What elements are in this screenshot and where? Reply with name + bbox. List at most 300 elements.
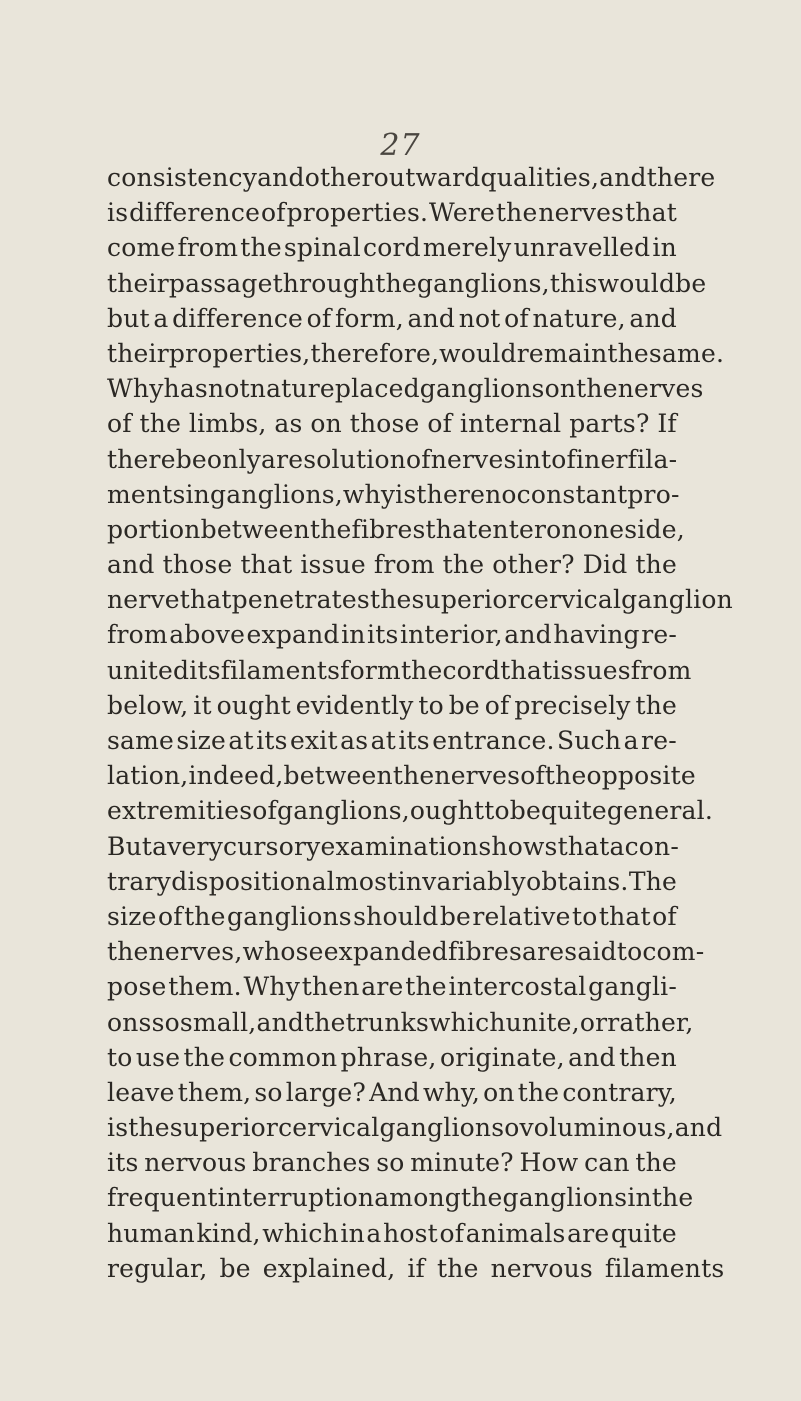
word: them. — [168, 972, 242, 1002]
word: and — [629, 303, 677, 333]
word: of — [306, 303, 332, 333]
word: and — [107, 550, 155, 580]
word: evidently — [295, 690, 414, 720]
word: or — [579, 1007, 608, 1037]
word: a — [366, 1218, 382, 1248]
word: large? — [285, 1077, 367, 1107]
word: properties. — [286, 198, 429, 228]
word: expand — [246, 620, 340, 650]
word: nerve — [107, 585, 180, 615]
word: having — [553, 620, 640, 650]
text-line — [107, 406, 677, 441]
word: ments — [107, 479, 186, 509]
word: a — [153, 303, 169, 333]
word: and — [504, 620, 552, 650]
word: internal — [459, 409, 562, 439]
word: leave — [107, 1077, 175, 1107]
word: on — [310, 409, 342, 439]
word: to — [616, 937, 643, 967]
word: cord — [442, 655, 501, 685]
word: be — [675, 268, 707, 298]
text-line — [107, 582, 733, 617]
word: ganglions, — [276, 796, 410, 826]
word: spinal — [283, 233, 361, 263]
body-text — [107, 160, 733, 1286]
word: to — [107, 1042, 133, 1072]
word: if — [407, 1253, 426, 1283]
word: precisely — [514, 690, 631, 720]
word: trary — [107, 866, 171, 896]
word: come — [107, 233, 176, 263]
word: be — [175, 444, 207, 474]
word: nerves — [617, 374, 704, 404]
text-line — [107, 1040, 677, 1075]
word: minute? — [410, 1148, 514, 1178]
text-line — [107, 723, 677, 758]
word: trunks — [345, 1007, 430, 1037]
word: expanded — [323, 937, 448, 967]
word: so — [151, 1007, 180, 1037]
word: of — [157, 901, 183, 931]
word: size — [107, 901, 157, 931]
word: nerves — [430, 444, 517, 474]
word: the — [400, 655, 443, 685]
word: passage — [168, 268, 273, 298]
word: not — [458, 303, 501, 333]
word: it — [193, 690, 212, 720]
word: human — [107, 1218, 195, 1248]
word: that — [179, 585, 232, 615]
word: ganglion — [621, 585, 733, 615]
word: that — [240, 550, 293, 580]
word: between — [200, 514, 310, 544]
word: as — [274, 409, 303, 439]
word: that — [598, 901, 651, 931]
word: nerves — [538, 198, 625, 228]
word: difference — [129, 198, 261, 228]
word: pose — [107, 972, 167, 1002]
word: use — [135, 1042, 181, 1072]
word: portion — [107, 514, 201, 544]
word: consistency — [107, 163, 258, 192]
word: the — [240, 233, 282, 263]
word: contrary, — [562, 1077, 677, 1107]
word: be — [448, 690, 480, 720]
word: there — [646, 163, 716, 192]
word: other — [304, 163, 374, 192]
word: explained, — [262, 1253, 396, 1283]
text-line — [107, 442, 677, 477]
word: is — [107, 198, 129, 228]
word: general. — [606, 796, 713, 826]
word: extremities — [107, 796, 253, 826]
word: to — [572, 901, 598, 931]
word: and — [256, 1007, 305, 1037]
word: the — [369, 585, 412, 615]
word: from — [107, 620, 168, 650]
word: host — [383, 1218, 438, 1248]
word: those — [349, 409, 420, 439]
word: the — [635, 1148, 677, 1178]
word: voluminous, — [519, 1113, 675, 1143]
word: those — [162, 550, 233, 580]
word: of — [439, 1218, 465, 1248]
word: Did — [582, 550, 628, 580]
word: fibres — [351, 514, 426, 544]
word: them, — [177, 1077, 252, 1107]
word: said — [564, 937, 617, 967]
word: interior, — [399, 620, 503, 650]
word: the — [139, 409, 182, 439]
word: their — [107, 268, 169, 298]
word: relative — [472, 901, 571, 931]
text-line — [107, 1180, 694, 1215]
word: nerves — [434, 761, 521, 791]
word: no — [485, 479, 517, 509]
word: the — [460, 1183, 503, 1213]
word: side, — [624, 514, 685, 544]
word: and — [599, 163, 647, 192]
word: the — [517, 1077, 560, 1107]
word: then — [619, 1042, 677, 1072]
word: of — [520, 761, 545, 791]
text-line — [107, 266, 707, 301]
word: nature — [249, 374, 335, 404]
word: its — [107, 1148, 139, 1178]
text-line — [107, 1145, 677, 1180]
word: of — [484, 690, 510, 720]
word: cervical — [519, 585, 622, 615]
text-line — [107, 864, 677, 899]
text-line — [107, 1110, 723, 1145]
word: among — [374, 1183, 461, 1213]
word: com- — [642, 937, 705, 967]
word: If — [657, 409, 677, 439]
word: ganglions — [502, 1183, 628, 1213]
word: its — [398, 726, 430, 755]
word: almost — [311, 866, 398, 896]
text-line — [107, 336, 725, 371]
word: a — [609, 831, 625, 861]
word: And — [369, 1077, 420, 1107]
word: of — [406, 444, 431, 474]
text-line — [107, 653, 692, 688]
text-line — [107, 301, 677, 336]
word: that — [500, 655, 553, 685]
word: which — [262, 1218, 339, 1248]
word: size — [176, 726, 227, 755]
word: exit — [289, 726, 338, 755]
word: from — [177, 233, 239, 263]
text-line — [107, 371, 704, 406]
word: the — [375, 268, 417, 298]
word: fila- — [627, 444, 678, 474]
word: filaments — [604, 1253, 725, 1283]
word: the — [405, 972, 447, 1002]
word: opposite — [586, 761, 696, 791]
word: between — [283, 761, 393, 791]
word: to — [418, 690, 444, 720]
word: on — [483, 1077, 515, 1107]
word: re- — [641, 620, 677, 650]
word: why — [342, 479, 396, 509]
word: not — [207, 374, 250, 404]
word: a — [260, 444, 277, 474]
word: enter — [477, 514, 547, 544]
word: How — [519, 1148, 579, 1178]
word: are — [567, 1218, 610, 1248]
word: to — [484, 796, 510, 826]
word: Why — [107, 374, 164, 404]
word: its — [256, 726, 288, 755]
word: as — [340, 726, 369, 755]
word: outward — [373, 163, 481, 192]
word: lation, — [107, 761, 189, 791]
word: then — [301, 972, 360, 1002]
word: issue — [300, 550, 366, 580]
word: be — [439, 901, 472, 931]
word: pro- — [627, 479, 680, 509]
word: but — [107, 303, 150, 333]
word: other? — [492, 550, 575, 580]
word: properties, — [168, 338, 311, 368]
word: the — [392, 761, 435, 791]
word: of — [252, 796, 277, 826]
word: Why — [243, 972, 301, 1002]
word: nerves, — [148, 937, 243, 967]
word: indeed, — [188, 761, 284, 791]
word: ought — [216, 690, 291, 720]
word: is — [107, 1113, 129, 1143]
word: entrance. — [432, 726, 555, 755]
text-line — [107, 829, 677, 864]
word: the — [183, 1042, 226, 1072]
text-line — [107, 195, 677, 230]
word: the — [107, 937, 149, 967]
word: remain — [516, 338, 608, 368]
word: frequent — [107, 1183, 218, 1213]
word: whose — [242, 937, 324, 967]
word: qualities, — [480, 163, 600, 192]
word: phrase, — [340, 1042, 437, 1072]
word: cursory — [223, 831, 321, 861]
text-line — [107, 477, 680, 512]
word: in — [627, 1183, 652, 1213]
word: the — [309, 514, 352, 544]
word: con- — [624, 831, 679, 861]
word: one — [577, 514, 625, 544]
word: are — [361, 972, 404, 1002]
word: But — [107, 831, 153, 861]
word: Were — [429, 198, 496, 228]
word: on — [544, 374, 577, 404]
word: so — [491, 1113, 520, 1143]
word: be — [509, 796, 541, 826]
word: from — [630, 655, 692, 685]
word: and — [407, 303, 456, 333]
word: kind, — [196, 1218, 261, 1248]
text-line — [107, 512, 685, 547]
word: disposition — [171, 866, 312, 896]
word: the — [128, 1113, 170, 1143]
word: common — [228, 1042, 338, 1072]
word: the — [304, 1007, 346, 1037]
word: the — [635, 550, 677, 580]
word: should — [353, 901, 439, 931]
word: shows — [478, 831, 558, 861]
word: the — [437, 1253, 479, 1283]
word: cervical — [278, 1113, 380, 1143]
text-line — [107, 160, 716, 195]
word: and — [568, 1042, 616, 1072]
word: ganglions — [226, 901, 352, 931]
text-line — [107, 934, 705, 969]
word: superior — [169, 1113, 279, 1143]
page-number: 27 — [380, 128, 421, 163]
word: issues — [552, 655, 631, 685]
word: ought — [409, 796, 485, 826]
word: in — [340, 1218, 365, 1248]
word: constant — [516, 479, 628, 509]
word: would — [597, 268, 676, 298]
word: invariably — [397, 866, 526, 896]
text-line — [107, 1216, 677, 1251]
word: the — [495, 198, 538, 228]
word: through — [272, 268, 376, 298]
word: animals — [465, 1218, 566, 1248]
word: small, — [179, 1007, 257, 1037]
word: of — [427, 409, 453, 439]
word: rather, — [607, 1007, 694, 1037]
word: which — [429, 1007, 506, 1037]
word: are — [522, 937, 565, 967]
word: unite, — [505, 1007, 580, 1037]
word: finer — [566, 444, 628, 474]
word: same — [107, 726, 175, 755]
word: that — [625, 198, 677, 228]
word: merely — [422, 233, 512, 263]
word: very — [167, 831, 224, 861]
text-line — [107, 758, 696, 793]
word: can — [584, 1148, 630, 1178]
word: limbs, — [188, 409, 267, 439]
word: quite — [610, 1218, 677, 1248]
word: unravelled — [513, 233, 651, 263]
word: from — [373, 550, 435, 580]
word: that — [425, 514, 478, 544]
word: so — [376, 1148, 405, 1178]
word: this — [549, 268, 598, 298]
text-line — [107, 547, 677, 582]
word: would — [439, 338, 517, 368]
word: below, — [107, 690, 189, 720]
word: fibres — [448, 937, 523, 967]
text-line — [107, 617, 677, 652]
word: therefore, — [310, 338, 440, 368]
word: ganglions, — [416, 268, 550, 298]
word: there — [107, 444, 176, 474]
word: and — [257, 163, 305, 192]
word: above — [169, 620, 246, 650]
word: branches — [252, 1148, 371, 1178]
word: into — [516, 444, 567, 474]
word: the — [544, 761, 587, 791]
word: the — [651, 1183, 694, 1213]
word: its — [189, 655, 221, 685]
word: ganglions — [419, 374, 545, 404]
text-line — [107, 1075, 677, 1110]
word: of — [504, 303, 529, 333]
word: The — [628, 866, 677, 896]
word: the — [442, 550, 485, 580]
word: originate, — [439, 1042, 565, 1072]
word: only — [206, 444, 261, 474]
word: the — [576, 374, 618, 404]
word: parts? — [569, 409, 650, 439]
text-line — [107, 688, 677, 723]
word: their — [107, 338, 169, 368]
word: intercostal — [448, 972, 587, 1002]
word: of — [260, 198, 286, 228]
word: has — [163, 374, 208, 404]
word: the — [635, 690, 677, 720]
word: ons — [107, 1007, 152, 1037]
text-line — [107, 230, 677, 265]
word: gangli- — [588, 972, 677, 1002]
word: ganglion — [379, 1113, 492, 1143]
text-line — [107, 899, 677, 934]
word: that — [557, 831, 610, 861]
word: Such — [557, 726, 622, 755]
word: its — [367, 620, 399, 650]
word: in — [341, 620, 366, 650]
word: regular, — [107, 1253, 208, 1283]
word: superior — [411, 585, 520, 615]
word: at — [370, 726, 396, 755]
word: in — [185, 479, 210, 509]
word: the — [184, 901, 226, 931]
word: difference — [172, 303, 304, 333]
word: there — [416, 479, 486, 509]
word: be — [219, 1253, 251, 1283]
word: the — [607, 338, 649, 368]
word: in — [652, 233, 677, 263]
word: of — [652, 901, 677, 931]
word: form, — [334, 303, 404, 333]
word: re- — [641, 726, 677, 755]
word: united — [107, 655, 190, 685]
word: a — [623, 726, 639, 755]
word: nervous — [144, 1148, 247, 1178]
word: why, — [422, 1077, 480, 1107]
text-line — [107, 1251, 725, 1286]
word: and — [674, 1113, 723, 1143]
word: same. — [648, 338, 725, 368]
word: on — [546, 514, 578, 544]
word: ganglions, — [209, 479, 343, 509]
word: is — [395, 479, 417, 509]
word: penetrates — [231, 585, 370, 615]
word: nervous — [490, 1253, 593, 1283]
word: cord — [363, 233, 421, 263]
word: resolution — [276, 444, 407, 474]
word: form — [340, 655, 401, 685]
word: a — [152, 831, 168, 861]
word: of — [107, 409, 132, 439]
word: nature, — [532, 303, 626, 333]
word: at — [228, 726, 254, 755]
word: placed — [334, 374, 420, 404]
